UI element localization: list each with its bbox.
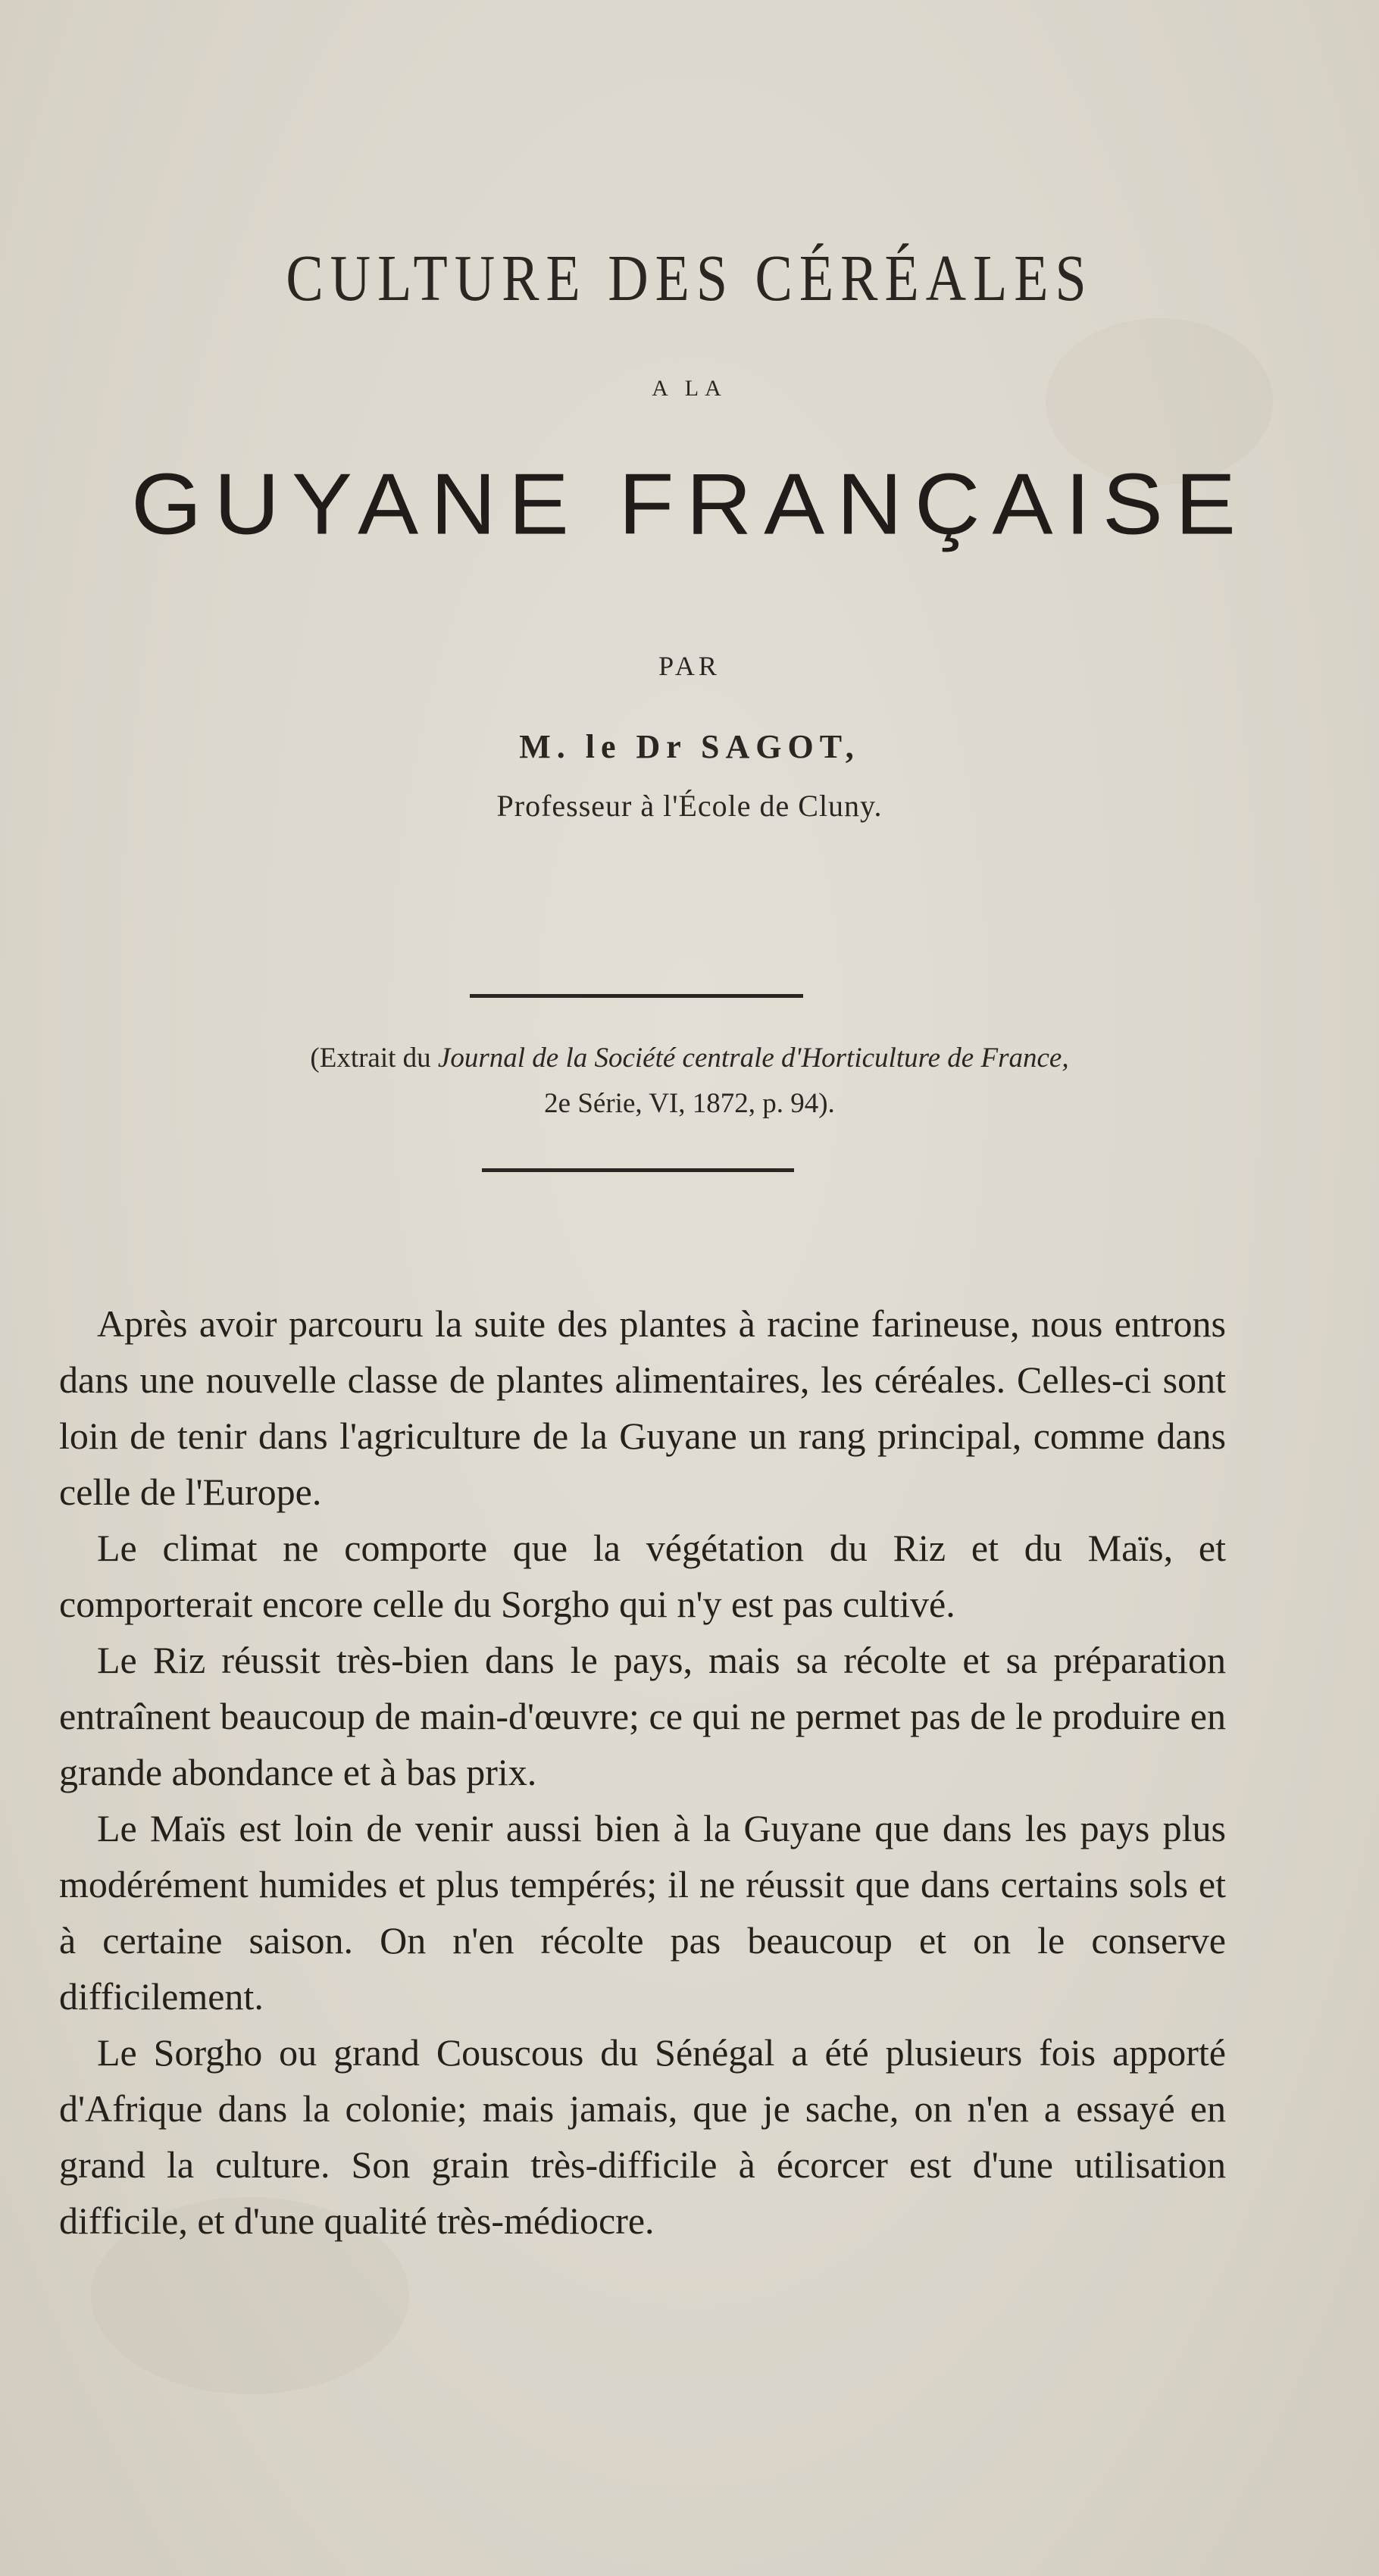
divider-rule-bottom <box>482 1168 794 1172</box>
body-text <box>59 1296 1226 2249</box>
paragraph: Le Sorgho ou grand Couscous du Sénégal a été plusieurs fois apporté d'Afrique dans la colonie; mais jamais, que je sache, on n'en a essayé en grand la culture. Son grain très-difficile à écorcer est d'une utilisation difficile, et d'une qualité très-médiocre. <box>59 2031 1226 2242</box>
title-connector: A LA <box>652 376 727 401</box>
title-line-2: GUYANE FRANÇAISE <box>131 455 1248 553</box>
paragraph: Le Riz réussit très-bien dans le pays, mais sa récolte et sa préparation entraînent beaucoup de main-d'œuvre; ce qui ne permet pas de le produire en grande abondance et à bas prix. <box>59 1639 1226 1793</box>
journal-title: Journal de la Société centrale d'Horticulture de France, <box>437 1043 1069 1074</box>
paragraph: Le climat ne comporte que la végétation du Riz et du Maïs, et comporterait encore celle du Sorgho qui n'y est pas cultivé. <box>59 1527 1226 1625</box>
paragraph: Le Maïs est loin de venir aussi bien à la Guyane que dans les pays plus modérément humides et plus tempérés; il ne réussit que dans certains sols et à certaine saison. On n'en récolte pas beaucoup et on le conserve difficilement. <box>59 1807 1226 2018</box>
by-label: PAR <box>658 651 721 681</box>
author-affiliation: Professeur à l'École de Cluny. <box>496 789 883 823</box>
paragraph: Après avoir parcouru la suite des plantes à racine farineuse, nous entrons dans une nouvelle classe de plantes alimentaires, les céréales. Celles-ci sont loin de tenir dans l'agriculture de la Guyane un rang principal, comme dans celle de l'Europe. <box>59 1302 1226 1513</box>
extract-citation: 2e Série, VI, 1872, p. 94). <box>544 1088 835 1119</box>
extract-open: (Extrait du <box>310 1043 438 1074</box>
title-line-1: CULTURE DES CÉRÉALES <box>286 242 1093 315</box>
extract-note-line-1 <box>0 1042 1379 1074</box>
divider-rule-top <box>470 994 803 998</box>
author-name: M. le Dr SAGOT, <box>519 728 860 765</box>
